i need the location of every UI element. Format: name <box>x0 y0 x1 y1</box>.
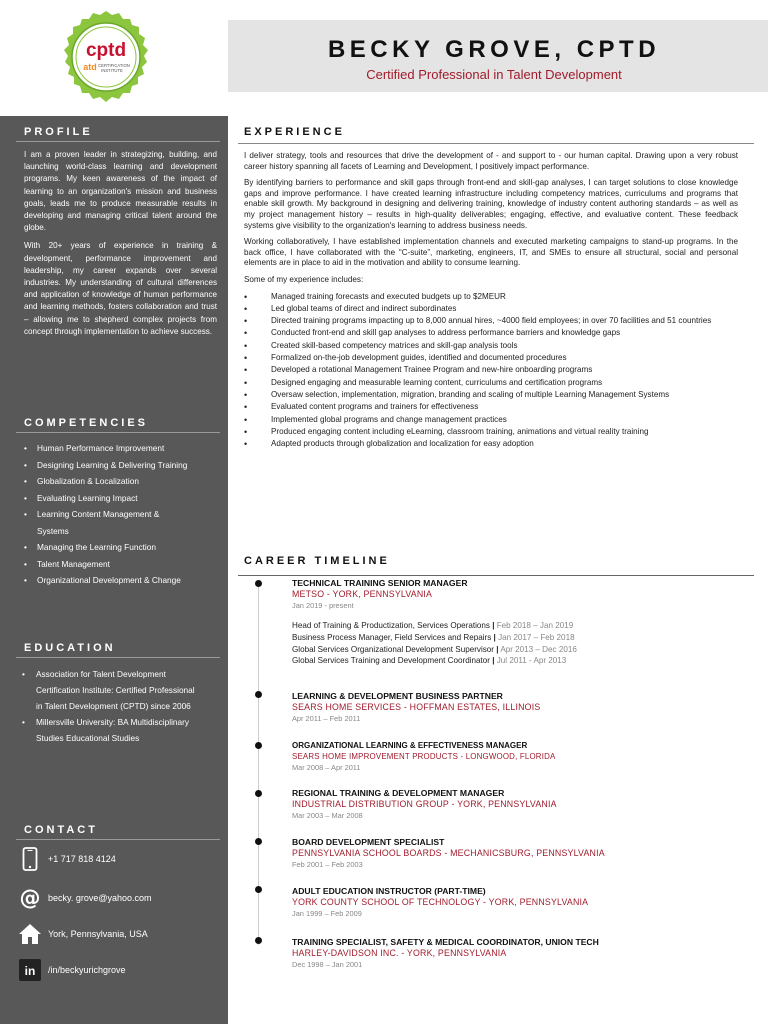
education-list <box>22 666 202 746</box>
experience-paragraph-1: I deliver strategy, tools and resources that drive the development of - and support to - our human capital. Drawing upon a very robust career history spanning all facets of Learning and Development, I positively impact performance. <box>244 151 738 171</box>
company-name: METSO - YORK, PENNSYLVANIA <box>292 589 433 599</box>
education-item: • Association for Talent Development Certification Institute: Certified Professional in Talent Development (CPTD) since 2006 <box>22 666 202 714</box>
sub-role-dates: Jul 2011 - Apr 2013 <box>496 656 567 666</box>
experience-bullet: • Directed training programs impacting up to 8,000 annual hires, ~4000 field employees; in over 70 facilities and 51 countries <box>244 315 738 327</box>
sub-role: Global Services Organizational Development Supervisor | Apr 2013 – Dec 2016 <box>292 644 577 654</box>
job-dates: Mar 2003 – Mar 2008 <box>292 811 363 820</box>
timeline-entry-sears-home-services <box>292 691 752 724</box>
sub-role-dates: Feb 2018 – Jan 2019 <box>496 621 574 630</box>
experience-paragraph-3: Working collaboratively, I have established implementation channels and executed marketing campaigns to stand-up programs. In the back office, I have collaborated with the “C-suite”, marketing, engineers, IT, and SMEs to ensure all structural, social and personal elements are in place to aid in the motivation and ability to consume learning. <box>244 237 738 268</box>
sub-roles <box>292 620 752 667</box>
profile-text <box>24 149 217 344</box>
company-name: INDUSTRIAL DISTRIBUTION GROUP - YORK, PENNSYLVANIA <box>292 799 557 809</box>
experience-bullet: • Adapted products through globalization and localization for easy adoption <box>244 438 738 450</box>
experience-bullet: • Oversaw selection, implementation, migration, branding and scaling of multiple Learning Management Systems <box>244 389 738 401</box>
at-sign-icon <box>16 884 44 912</box>
company-name: YORK COUNTY SCHOOL OF TECHNOLOGY - YORK, PENNSYLVANIA <box>292 897 589 907</box>
experience-bullet: • Produced engaging content including eLearning, classroom training, animations and virtual reality training <box>244 426 738 438</box>
competencies-divider <box>16 432 220 433</box>
svg-text:in: in <box>24 964 36 978</box>
competency-item: • Organizational Development & Change <box>24 572 220 589</box>
experience-bullet: • Conducted front-end and skill gap analyses to address performance barriers and knowledge gaps <box>244 327 738 339</box>
timeline-entry-sears-home-improvement <box>292 740 752 773</box>
timeline-heading: CAREER TIMELINE <box>244 555 390 567</box>
experience-bullet: • Developed a rotational Management Trainee Program and new-hire onboarding programs <box>244 364 738 376</box>
company-name: PENNSYLVANIA SCHOOL BOARDS - MECHANICSBURG, PENNSYLVANIA <box>292 848 605 858</box>
badge-small-text-1: CERTIFICATION <box>98 63 130 68</box>
contact-phone[interactable] <box>16 845 116 873</box>
experience-bullet: • Led global teams of direct and indirect subordinates <box>244 303 738 315</box>
job-title: TECHNICAL TRAINING SENIOR MANAGER <box>292 578 468 588</box>
email-address: becky. grove@yahoo.com <box>48 893 152 903</box>
timeline-dot <box>255 838 262 845</box>
experience-bullet: • Evaluated content programs and trainers for effectiveness <box>244 401 738 413</box>
job-dates: Apr 2011 – Feb 2011 <box>292 714 361 723</box>
experience-bullet: • Created skill-based competency matrices and skill-gap analysis tools <box>244 340 738 352</box>
education-heading: EDUCATION <box>24 642 116 654</box>
company-name: SEARS HOME SERVICES - HOFFMAN ESTATES, ILLINOIS <box>292 702 541 712</box>
job-title: REGIONAL TRAINING & DEVELOPMENT MANAGER <box>292 788 505 798</box>
timeline-entry-ycst <box>292 886 752 919</box>
sub-role-name: Business Process Manager, Field Services and Repairs <box>292 632 492 642</box>
experience-bullet: • Implemented global programs and change management practices <box>244 414 738 426</box>
competency-item: • Learning Content Management & Systems <box>24 506 189 539</box>
competency-item: • Evaluating Learning Impact <box>24 490 220 507</box>
candidate-title: Certified Professional in Talent Development <box>366 67 622 82</box>
company-name: HARLEY-DAVIDSON INC. - YORK, PENNSYLVANIA <box>292 948 507 958</box>
sub-role: Global Services Training and Development Coordinator | Jul 2011 - Apr 2013 <box>292 656 567 666</box>
phone-number: +1 717 818 4124 <box>48 854 116 864</box>
job-dates: Jan 2019 - present <box>292 601 354 610</box>
competencies-list <box>24 440 220 589</box>
competency-item: • Managing the Learning Function <box>24 539 220 556</box>
timeline-entry-harley-davidson <box>292 937 752 970</box>
phone-icon <box>16 845 44 873</box>
experience-paragraph-2: By identifying barriers to performance and skill gaps through front-end and skill-gap analyses, I can target solutions to close knowledge gaps and improve performance. I have created learning infrastructure including competency matrices, curriculums and programs that enable skill growth. My background in designing and delivering training, knowledge of industry content authoring standards – as well as my project management history – results in high-quality deliverables; engaging, effective, and evaluative content. These feedback systems give visibility to the organization's learning to address business needs. <box>244 178 738 230</box>
experience-bullet: • Managed training forecasts and executed budgets up to $2MEUR <box>244 291 738 303</box>
competencies-heading: COMPETENCIES <box>24 417 149 429</box>
sub-role: Business Process Manager, Field Services and Repairs | Jan 2017 – Feb 2018 <box>292 632 575 642</box>
cptd-certification-badge <box>57 7 155 105</box>
candidate-name: BECKY GROVE, CPTD <box>327 36 661 63</box>
experience-bullet: • Formalized on-the-job development guides, identified and documented procedures <box>244 352 738 364</box>
experience-divider <box>238 143 754 144</box>
competency-item: • Globalization & Localization <box>24 473 220 490</box>
home-icon <box>16 920 44 948</box>
sub-role-name: Head of Training & Productization, Services Operations <box>292 621 490 630</box>
contact-email[interactable] <box>16 884 152 912</box>
linkedin-icon <box>16 956 44 984</box>
sub-role-name: Global Services Training and Development Coordinator <box>292 656 490 666</box>
timeline-dot <box>255 742 262 749</box>
badge-small-text-2: INSTITUTE <box>101 68 123 73</box>
timeline-dot <box>255 937 262 944</box>
job-title: LEARNING & DEVELOPMENT BUSINESS PARTNER <box>292 691 503 701</box>
contact-linkedin[interactable] <box>16 956 126 984</box>
profile-paragraph-2: With 20+ years of experience in training & development, performance improvement and leadership, my career expands over several industries. My understanding of cultural differences and application of knowledge of human performance and learning methods, fosters collaboration and trust – allowing me to shepherd complex projects from concept through implementation to achieve success. <box>24 241 217 336</box>
timeline-entry-metso <box>292 578 752 667</box>
contact-heading: CONTACT <box>24 824 98 836</box>
job-title: TRAINING SPECIALIST, SAFETY & MEDICAL COORDINATOR, UNION TECH <box>292 937 599 947</box>
job-dates: Feb 2001 – Feb 2003 <box>292 860 363 869</box>
competency-item: • Talent Management <box>24 556 220 573</box>
contact-divider <box>16 839 220 840</box>
experience-bullets <box>244 291 738 451</box>
profile-heading: PROFILE <box>24 126 93 138</box>
contact-location <box>16 920 148 948</box>
linkedin-handle: /in/beckyurichgrove <box>48 965 126 975</box>
timeline-entry-psba <box>292 837 752 870</box>
sub-role-dates: Apr 2013 – Dec 2016 <box>500 644 577 654</box>
timeline-entry-idg <box>292 788 752 821</box>
profile-divider <box>16 141 220 142</box>
job-dates: Mar 2008 – Apr 2011 <box>292 763 361 772</box>
timeline-dot <box>255 790 262 797</box>
badge-area <box>0 0 228 116</box>
timeline-divider <box>238 575 754 576</box>
badge-logo-text: cptd <box>85 40 127 61</box>
company-name: SEARS HOME IMPROVEMENT PRODUCTS - LONGWOOD, FLORIDA <box>292 752 556 761</box>
sub-role-dates: Jan 2017 – Feb 2018 <box>498 632 575 642</box>
experience-intro: Some of my experience includes: <box>244 274 364 284</box>
job-dates: Jan 1999 – Feb 2009 <box>292 909 362 918</box>
job-title: BOARD DEVELOPMENT SPECIALIST <box>292 837 445 847</box>
badge-atd-text: atd <box>83 62 97 72</box>
experience-bullet: • Designed engaging and measurable learning content, curriculums and certification programs <box>244 377 738 389</box>
sidebar <box>0 0 228 1024</box>
job-title: ADULT EDUCATION INSTRUCTOR (PART-TIME) <box>292 886 486 896</box>
competency-item: • Human Performance Improvement <box>24 440 220 457</box>
job-title: ORGANIZATIONAL LEARNING & EFFECTIVENESS MANAGER <box>292 741 528 750</box>
timeline-dot <box>255 691 262 698</box>
sub-role-name: Global Services Organizational Development Supervisor <box>292 644 494 654</box>
competency-item: • Designing Learning & Delivering Training <box>24 457 220 474</box>
education-divider <box>16 657 220 658</box>
education-item: • Millersville University: BA Multidisciplinary Studies Educational Studies <box>22 714 202 746</box>
svg-text:@: @ <box>19 886 41 910</box>
profile-paragraph-1: I am a proven leader in strategizing, building, and launching world-class learning and development programs. My keen awareness of the impact of learning to an organization's mission and business goals, leads me to produce measurable results in developing and managing critical talent around the globe. <box>24 150 217 233</box>
location-text: York, Pennsylvania, USA <box>48 929 148 939</box>
job-dates: Dec 1998 – Jan 2001 <box>292 960 363 969</box>
sub-role: Head of Training & Productization, Services Operations | Feb 2018 – Jan 2019 <box>292 621 574 630</box>
timeline-dot <box>255 580 262 587</box>
timeline-dot <box>255 886 262 893</box>
experience-section <box>244 151 738 450</box>
experience-heading: EXPERIENCE <box>244 126 345 138</box>
